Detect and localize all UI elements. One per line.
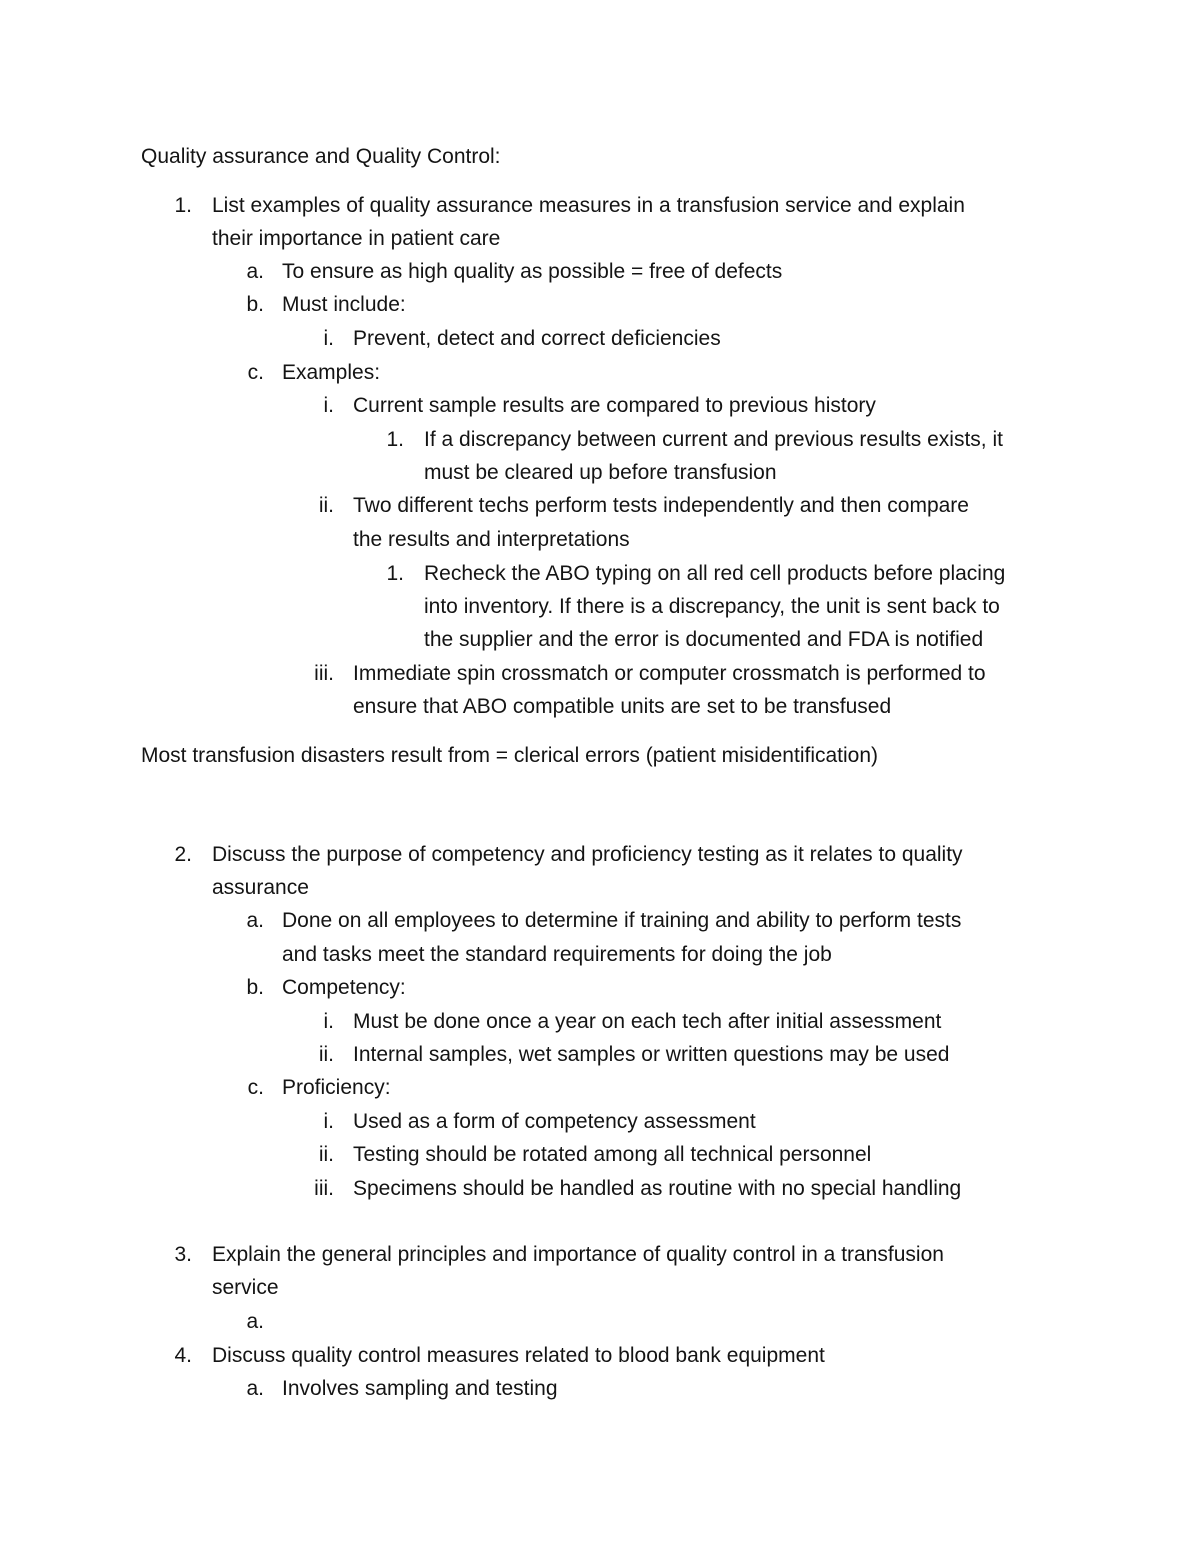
list-marker: iii. [314, 1177, 334, 1200]
list-item-text: into inventory. If there is a discrepancy, the unit is sent back to [424, 595, 1000, 618]
list-item-text: Done on all employees to determine if training and ability to perform tests [282, 909, 962, 932]
list-marker: iii. [314, 662, 334, 685]
list-marker: 1. [386, 562, 404, 585]
list-marker: 1. [386, 428, 404, 451]
list-item-text: Current sample results are compared to previous history [353, 394, 876, 417]
list-item-text: Examples: [282, 361, 381, 384]
list-item-text: If a discrepancy between current and previous results exists, it [424, 428, 1003, 451]
list-marker: ii. [318, 1143, 334, 1166]
list-marker: 3. [174, 1243, 192, 1266]
list-marker: b. [246, 976, 264, 999]
list-item-text: Discuss the purpose of competency and proficiency testing as it relates to quality [212, 843, 963, 866]
list-item-text: Recheck the ABO typing on all red cell products before placing [424, 562, 1006, 585]
list-item-text: the supplier and the error is documented and FDA is notified [424, 628, 984, 651]
list-item-text: their importance in patient care [212, 227, 501, 250]
list-marker: 1. [174, 194, 192, 217]
list-marker: ii. [318, 1043, 334, 1066]
list-item-text: Internal samples, wet samples or written questions may be used [353, 1043, 950, 1066]
list-marker: 2. [174, 843, 192, 866]
list-marker: i. [323, 1010, 334, 1033]
list-marker: ii. [318, 494, 334, 517]
list-item-text: service [212, 1276, 279, 1299]
note-text: Most transfusion disasters result from = clerical errors (patient misidentification) [141, 744, 879, 767]
list-item-text: Specimens should be handled as routine with no special handling [353, 1177, 962, 1200]
list-item-text: Testing should be rotated among all technical personnel [353, 1143, 872, 1166]
list-item-text: and tasks meet the standard requirements for doing the job [282, 943, 832, 966]
list-marker: i. [323, 1110, 334, 1133]
list-item-text: List examples of quality assurance measures in a transfusion service and explain [212, 194, 965, 217]
list-marker: a. [246, 909, 264, 932]
list-marker: i. [323, 327, 334, 350]
list-marker: i. [323, 394, 334, 417]
list-item-text: Involves sampling and testing [282, 1377, 558, 1400]
list-item-text: Two different techs perform tests independently and then compare [353, 494, 969, 517]
list-marker: a. [246, 1377, 264, 1400]
list-item-text: the results and interpretations [353, 528, 630, 551]
list-item-text: Must include: [282, 293, 406, 316]
document-title: Quality assurance and Quality Control: [141, 145, 501, 168]
list-item-text: Must be done once a year on each tech after initial assessment [353, 1010, 942, 1033]
list-item-text: Discuss quality control measures related to blood bank equipment [212, 1344, 825, 1367]
list-item-text: Immediate spin crossmatch or computer crossmatch is performed to [353, 662, 986, 685]
list-item-text: To ensure as high quality as possible = free of defects [282, 260, 783, 283]
list-marker: c. [247, 361, 264, 384]
list-item-text: Prevent, detect and correct deficiencies [353, 327, 721, 350]
list-marker: c. [247, 1076, 264, 1099]
list-item-text: must be cleared up before transfusion [424, 461, 777, 484]
list-item-text: assurance [212, 876, 309, 899]
list-item-text: Explain the general principles and importance of quality control in a transfusion [212, 1243, 944, 1266]
list-marker: b. [246, 293, 264, 316]
list-item-text: Competency: [282, 976, 406, 999]
list-marker: 4. [174, 1344, 192, 1367]
list-item-text: Used as a form of competency assessment [353, 1110, 756, 1133]
list-marker: a. [246, 260, 264, 283]
list-item-text: ensure that ABO compatible units are set to be transfused [353, 695, 892, 718]
list-item-text: Proficiency: [282, 1076, 391, 1099]
list-marker: a. [246, 1310, 264, 1333]
